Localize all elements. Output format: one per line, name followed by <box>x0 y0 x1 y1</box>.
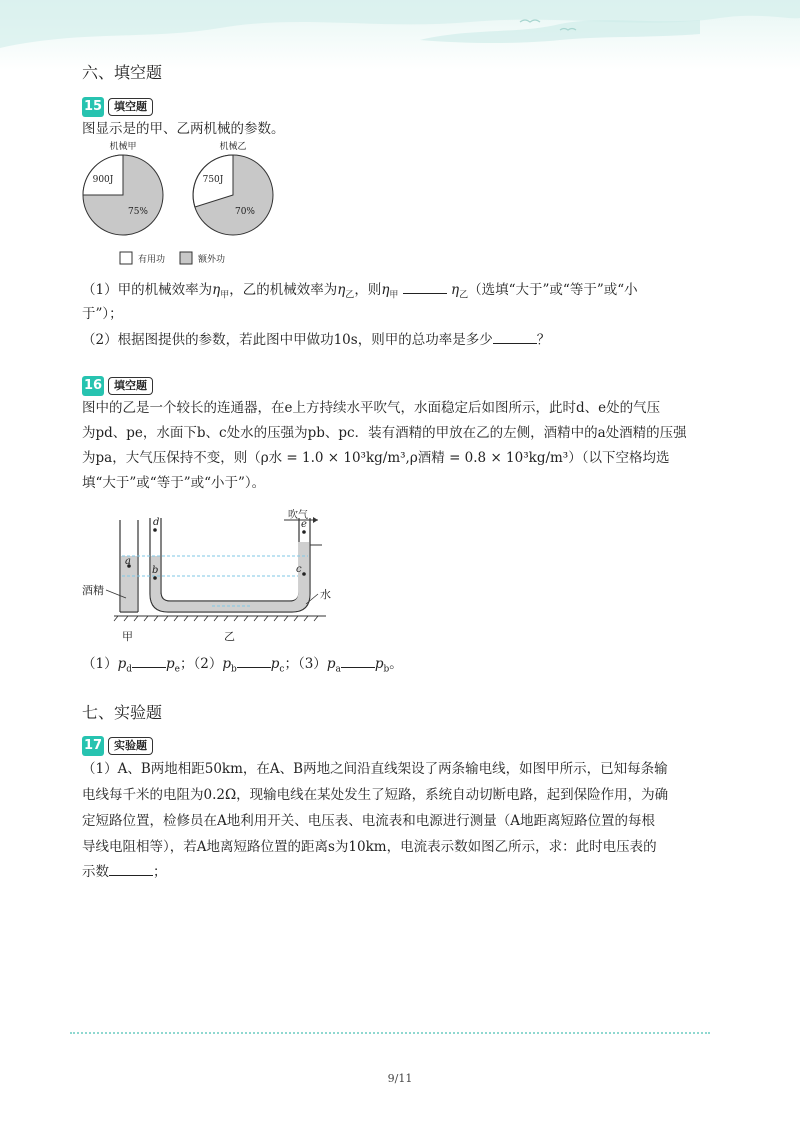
section-title-fill-blank: 六、填空题 <box>82 63 163 82</box>
part-label: ；（3） <box>284 656 327 672</box>
eta-sub: 甲 <box>389 290 399 301</box>
pie-b-extra-label: 70% <box>234 207 256 217</box>
p-sub: d <box>126 664 133 675</box>
question-number: 16 <box>82 376 104 396</box>
pie-a-title: 机械甲 <box>109 142 137 152</box>
p-symbol: p <box>222 656 231 672</box>
eta-sub: 乙 <box>345 290 355 301</box>
ground <box>114 616 326 621</box>
q15-part1-cont: 于”）； <box>82 306 123 322</box>
part-label: （1） <box>82 656 118 672</box>
question-header-15 <box>82 97 153 117</box>
q16-end: 。 <box>389 656 403 672</box>
p-sub: b <box>231 664 237 675</box>
pie-a-useful-label: 900J <box>92 175 114 185</box>
q17-line5-end: ； <box>153 864 167 880</box>
answer-blank[interactable] <box>132 653 166 668</box>
q16-line3: 为pa，大气压保持不变，则（ρ水 = 1.0 × 10³kg/m³,ρ酒精 = 0.8 × 10³kg/m³）（以下空格均选 <box>82 450 670 466</box>
point-e-label: e <box>301 519 307 530</box>
pie-charts-figure <box>82 136 282 272</box>
answer-blank[interactable] <box>341 653 375 668</box>
q15-part2-end: ？ <box>536 332 551 348</box>
q17-line1: （1）A、B两地相距50km，在A、B两地之间沿直线架设了两条输电线，如图甲所示，已知每条输 <box>82 761 668 777</box>
answer-blank[interactable] <box>403 279 447 294</box>
section-title-experiment: 七、实验题 <box>82 703 163 722</box>
q17-line5 <box>82 859 722 885</box>
q15-part1-text-c: ，则 <box>354 282 382 298</box>
pie-b-title: 机械乙 <box>219 142 247 152</box>
q17-line3: 定短路位置，检修员在A地利用开关、电压表、电流表和电源进行测量（A地距离短路位置的每根 <box>82 813 655 829</box>
question-number: 15 <box>82 97 104 117</box>
p-sub: a <box>335 664 341 675</box>
jia-label: 甲 <box>122 630 133 643</box>
q15-part2-text: （2）根据图提供的参数，若此图中甲做功10s，则甲的总功率是多少 <box>82 332 493 348</box>
pie-a <box>83 155 163 235</box>
p-sub: c <box>279 664 285 675</box>
pie-b-useful-label: 750J <box>202 175 224 185</box>
point-a-label: a <box>125 556 131 567</box>
water-label: 水 <box>320 588 331 601</box>
p-sub: e <box>174 664 180 675</box>
q16-answers <box>82 651 722 683</box>
legend-extra-swatch <box>180 252 192 264</box>
part-label: ；（2） <box>180 656 223 672</box>
legend-useful-swatch <box>120 252 132 264</box>
p-sub: b <box>383 664 390 675</box>
legend-useful-label: 有用功 <box>138 255 166 265</box>
yi-label: 乙 <box>224 630 235 643</box>
pie-b <box>193 155 273 235</box>
p-symbol: p <box>270 656 280 672</box>
footer-divider <box>70 1032 710 1034</box>
question-header-17 <box>82 736 153 756</box>
p-symbol: p <box>117 656 127 672</box>
question-type-badge: 实验题 <box>108 737 153 755</box>
eta-symbol: η <box>212 282 221 298</box>
question-type-badge: 填空题 <box>108 377 153 395</box>
answer-blank[interactable] <box>237 653 271 668</box>
eta-symbol: η <box>381 282 390 298</box>
point-d-label: d <box>153 517 160 528</box>
question-intro: 图显示是的甲、乙两机械的参数。 <box>82 121 285 137</box>
question-number: 17 <box>82 736 104 756</box>
p-symbol: p <box>166 656 175 672</box>
alcohol-label: 酒精 <box>82 584 104 597</box>
eta-sub: 甲 <box>220 290 230 301</box>
u-tube-figure <box>82 508 332 648</box>
u-tube <box>150 518 310 612</box>
blow-label: 吹气 <box>288 510 308 521</box>
q16-line1: 图中的乙是一个较长的连通器，在e上方持续水平吹气，水面稳定后如图所示，此时d、e处的气压 <box>82 400 661 416</box>
q17-line5-text: 示数 <box>82 864 109 880</box>
point-c-label: c <box>296 564 302 575</box>
page-number: 9/11 <box>387 1072 413 1085</box>
eta-symbol: η <box>337 282 346 298</box>
legend-extra-label: 额外功 <box>198 255 226 265</box>
eta-symbol: η <box>451 282 460 298</box>
eta-sub: 乙 <box>459 290 469 301</box>
q16-line2: 为pd、pe，水面下b、c处水的压强为pb、pc．装有酒精的甲放在乙的左侧，酒精中的a处酒精的压强 <box>82 425 687 441</box>
answer-blank[interactable] <box>109 861 153 876</box>
q15-part1-text-d: （选填“大于”或“等于”或“小 <box>468 282 638 298</box>
answer-blank[interactable] <box>493 329 537 344</box>
q15-part1-text-a: （1）甲的机械效率为 <box>82 282 213 298</box>
question-type-badge: 填空题 <box>108 98 153 116</box>
q15-part1-text-b: ，乙的机械效率为 <box>229 282 338 298</box>
q17-line4: 导线电阻相等），若A地离短路位置的距离s为10km，电流表示数如图乙所示，求：此时电压表的 <box>82 839 657 855</box>
q15-part2 <box>82 327 722 353</box>
question-header-16 <box>82 376 153 396</box>
q17-line2: 电线每千米的电阻为0.2Ω，现输电线在某处发生了短路，系统自动切断电路，起到保险作用，为确 <box>82 787 669 803</box>
p-symbol: p <box>326 656 336 672</box>
q16-line4: 填“大于”或“等于”或“小于”）。 <box>82 475 266 491</box>
p-symbol: p <box>374 656 384 672</box>
pie-a-extra-label: 75% <box>127 207 149 217</box>
point-b-label: b <box>152 565 159 576</box>
